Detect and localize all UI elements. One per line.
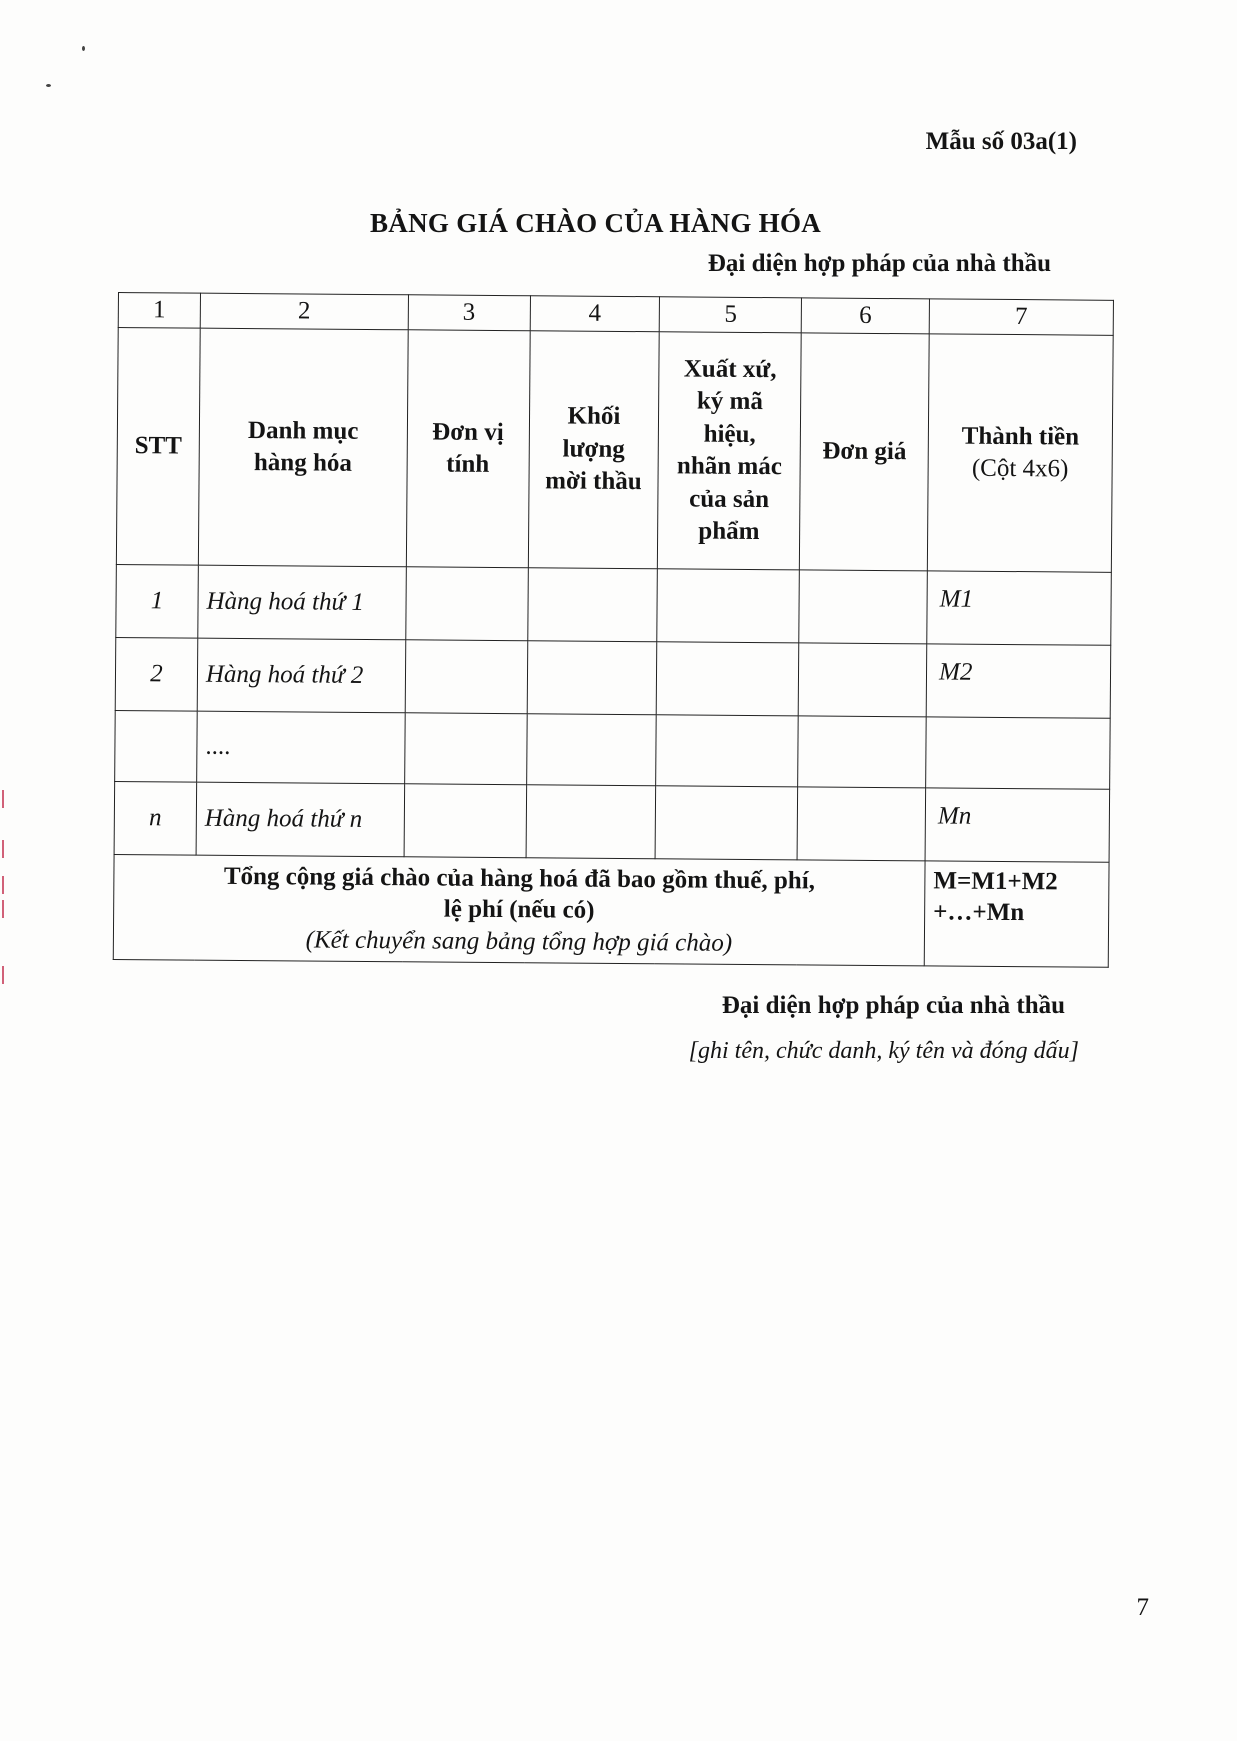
row-cell [656,715,798,787]
header-origin: Xuất xứ, ký mã hiệu, nhãn mác của sản phẩm [658,332,802,570]
form-number: Mẫu số 03a(1) [925,128,1077,155]
column-number: 7 [929,299,1113,335]
row-cell [527,641,657,715]
table-row [115,637,1111,718]
column-header-row [116,328,1113,573]
row-goods-name: Hàng hoá thứ 1 [198,565,406,640]
row-amount [926,717,1110,789]
column-number: 6 [801,298,929,334]
row-amount: M1 [927,571,1112,645]
row-cell [404,784,526,858]
row-amount: Mn [925,788,1110,862]
total-note: (Kết chuyển sang bảng tổng hợp giá chào) [305,926,733,957]
total-label: Tổng cộng giá chào của hàng hoá đã bao gồm thuế, phí, lệ phí (nếu có) (Kết chuyển sang bảng tổng hợp giá chào) [113,854,925,965]
table-row [116,564,1112,645]
row-stt [115,710,197,782]
total-value: M=M1+M2 +…+Mn [924,861,1109,967]
table-row [114,781,1110,862]
row-cell [657,569,799,643]
row-cell [526,714,656,786]
row-cell [798,643,926,717]
signature-title: Đại diện hợp pháp của nhà thầu [721,992,1065,1019]
header-amount: Thành tiền (Cột 4x6) [927,334,1113,572]
header-stt: STT [116,328,200,566]
scan-speck [82,46,85,51]
row-goods-name: Hàng hoá thứ 2 [197,638,405,713]
row-cell [405,640,527,714]
header-goods: Danh mục hàng hóa [198,328,408,567]
column-number: 3 [408,295,530,331]
row-cell [797,787,925,861]
header-unit-price: Đơn giá [800,333,930,571]
binding-edge-marks [0,790,14,1010]
signature-note: [ghi tên, chức danh, ký tên và đóng dấu] [688,1038,1079,1064]
header-unit: Đơn vị tính [406,330,530,568]
row-goods-name: Hàng hoá thứ n [196,782,404,857]
total-row [113,854,1109,967]
row-cell [657,642,799,716]
page-number: 7 [1136,1594,1149,1621]
row-stt: n [114,781,197,855]
row-cell [655,786,797,860]
document-title: BẢNG GIÁ CHÀO CỦA HÀNG HÓA [370,208,822,238]
row-stt: 2 [115,637,198,711]
header-quantity: Khối lượng mời thầu [528,331,660,569]
bid-price-table [113,292,1114,968]
table-row [115,710,1111,789]
scan-speck [46,84,51,87]
column-number: 2 [200,293,408,330]
document-subtitle: Đại diện hợp pháp của nhà thầu [707,250,1051,277]
row-stt: 1 [116,564,199,638]
column-number: 1 [118,293,200,329]
column-number: 4 [530,296,660,332]
row-cell [527,568,657,642]
row-amount: M2 [926,644,1111,718]
row-cell [526,785,656,859]
row-cell [405,567,527,641]
column-number: 5 [660,297,802,333]
row-cell [798,716,926,788]
row-goods-name: .... [197,711,405,784]
row-cell [404,713,526,785]
row-cell [799,570,927,644]
